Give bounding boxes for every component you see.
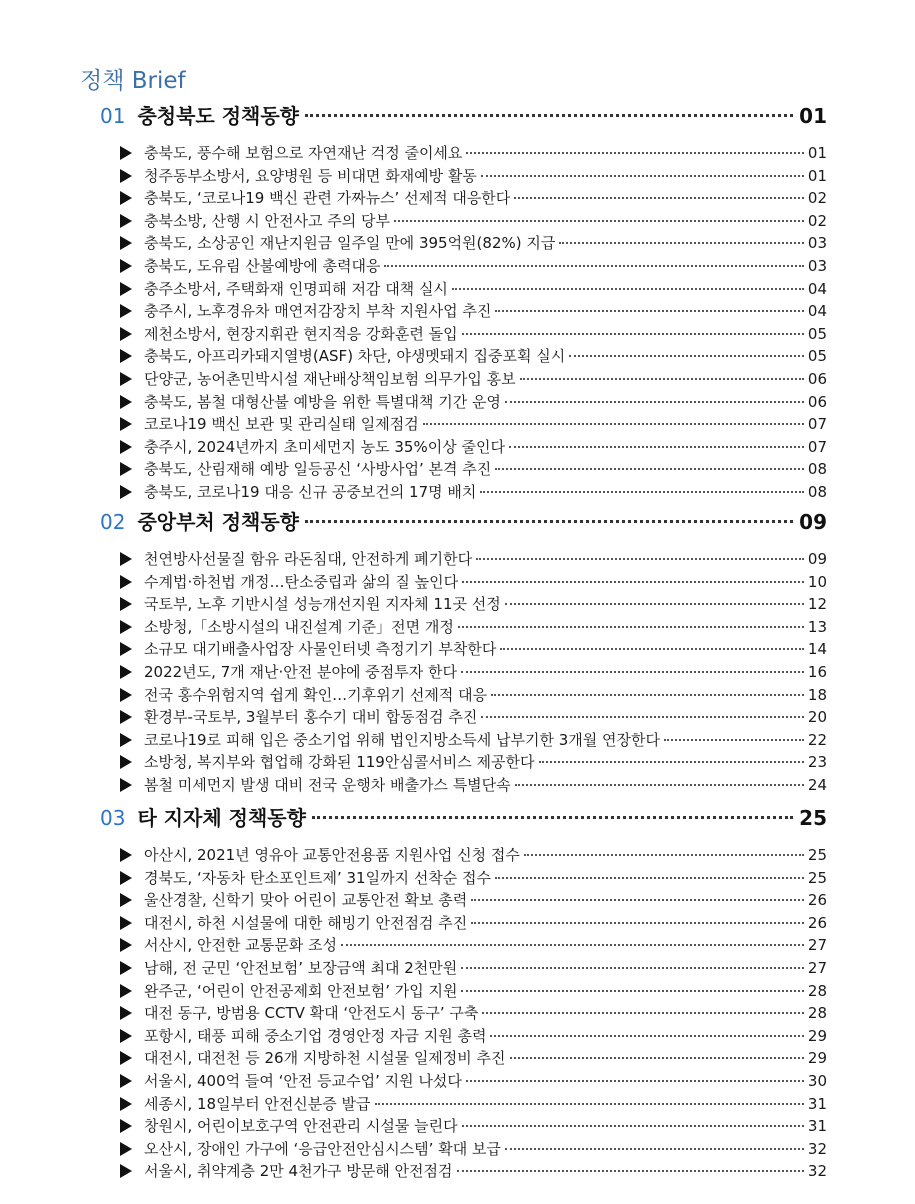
toc-entry[interactable] bbox=[120, 774, 827, 797]
triangle-bullet-icon bbox=[120, 688, 132, 702]
dot-leader bbox=[505, 603, 804, 605]
toc-entry-title: 충북도, ‘코로나19 백신 관련 가짜뉴스’ 선제적 대응한다 bbox=[144, 189, 511, 208]
dot-leader bbox=[482, 1012, 804, 1014]
dot-leader bbox=[461, 967, 804, 969]
toc-entry[interactable] bbox=[120, 571, 827, 594]
section-03 bbox=[100, 802, 827, 1183]
triangle-bullet-icon bbox=[120, 259, 132, 273]
toc-entry[interactable] bbox=[120, 616, 827, 639]
toc-entry-page-number: 04 bbox=[807, 279, 827, 298]
triangle-bullet-icon bbox=[120, 1119, 132, 1133]
toc-entry[interactable] bbox=[120, 210, 827, 233]
triangle-bullet-icon bbox=[120, 665, 132, 679]
section-title: 충청북도 정책동향 bbox=[137, 104, 299, 128]
toc-entry[interactable] bbox=[120, 413, 827, 436]
toc-entry-title: 소방청,「소방시설의 내진설계 기준」전면 개정 bbox=[144, 617, 454, 636]
dot-leader bbox=[491, 694, 804, 696]
section-title: 중앙부처 정책동향 bbox=[137, 510, 299, 534]
toc-entry-page-number: 05 bbox=[807, 324, 827, 343]
triangle-bullet-icon bbox=[120, 1142, 132, 1156]
section-item-list bbox=[100, 548, 827, 797]
dot-leader bbox=[515, 784, 804, 786]
brief-title: 정책 Brief bbox=[80, 68, 186, 94]
toc-entry-page-number: 12 bbox=[807, 595, 827, 614]
toc-entry-title: 봄철 미세먼지 발생 대비 전국 운행차 배출가스 특별단속 bbox=[144, 775, 511, 794]
triangle-bullet-icon bbox=[120, 1051, 132, 1065]
dot-leader bbox=[452, 288, 804, 290]
toc-entry-title: 대전 동구, 방범용 CCTV 확대 ‘안전도시 동구’ 구축 bbox=[144, 1004, 479, 1023]
toc-entry[interactable] bbox=[120, 1025, 827, 1048]
toc-entry-page-number: 20 bbox=[807, 708, 827, 727]
toc-entry-title: 대전시, 하천 시설물에 대한 해빙기 안전점검 추진 bbox=[144, 913, 468, 932]
toc-entry-page-number: 27 bbox=[807, 936, 827, 955]
dot-leader bbox=[505, 1148, 804, 1150]
triangle-bullet-icon bbox=[120, 395, 132, 409]
triangle-bullet-icon bbox=[120, 372, 132, 386]
triangle-bullet-icon bbox=[120, 552, 132, 566]
toc-entry-title: 완주군, ‘어린이 안전공제회 안전보험’ 가입 지원 bbox=[144, 981, 458, 1000]
toc-entry-page-number: 32 bbox=[807, 1139, 827, 1158]
dot-leader bbox=[466, 1080, 804, 1082]
toc-entry-page-number: 09 bbox=[807, 550, 827, 568]
dot-leader bbox=[394, 220, 804, 222]
triangle-bullet-icon bbox=[120, 642, 132, 656]
dot-leader bbox=[500, 648, 804, 650]
dot-leader bbox=[305, 520, 793, 523]
toc-entry-title: 울산경찰, 신학기 맞아 어린이 교통안전 확보 총력 bbox=[144, 891, 468, 910]
toc-entry[interactable] bbox=[120, 957, 827, 980]
section-02 bbox=[100, 506, 827, 797]
section-title: 타 지자체 정책동향 bbox=[137, 806, 306, 830]
dot-leader bbox=[341, 944, 804, 946]
section-number: 02 bbox=[100, 510, 126, 534]
toc-entry-page-number: 05 bbox=[807, 347, 827, 366]
toc-entry[interactable] bbox=[120, 867, 827, 890]
dot-leader bbox=[471, 922, 804, 924]
toc-entry[interactable] bbox=[120, 1160, 827, 1183]
dot-leader bbox=[481, 716, 804, 718]
section-page-number: 01 bbox=[799, 104, 827, 128]
toc-entry-page-number: 01 bbox=[807, 144, 827, 162]
triangle-bullet-icon bbox=[120, 1006, 132, 1020]
toc-entry-title: 코로나19 백신 보관 및 관리실태 일제점검 bbox=[144, 415, 419, 434]
toc-entry-page-number: 32 bbox=[807, 1162, 827, 1181]
triangle-bullet-icon bbox=[120, 349, 132, 363]
dot-leader bbox=[495, 468, 804, 470]
toc-entry-title: 경북도, ‘자동차 탄소포인트제’ 31일까지 선착순 접수 bbox=[144, 868, 492, 887]
triangle-bullet-icon bbox=[120, 1164, 132, 1178]
dot-leader bbox=[462, 581, 804, 583]
toc-entry[interactable] bbox=[120, 300, 827, 323]
toc-entry[interactable] bbox=[120, 934, 827, 957]
triangle-bullet-icon bbox=[120, 462, 132, 476]
toc-entry-title: 코로나19로 피해 입은 중소기업 위해 법인지방소득세 납부기한 3개월 연장한다 bbox=[144, 730, 660, 749]
toc-entry-title: 제천소방서, 현장지휘관 현지적응 강화훈련 돌입 bbox=[144, 324, 458, 343]
toc-entry[interactable] bbox=[120, 844, 827, 867]
toc-entry-title: 남해, 전 군민 ‘안전보험’ 보장금액 최대 2천만원 bbox=[144, 958, 458, 977]
triangle-bullet-icon bbox=[120, 710, 132, 724]
dot-leader bbox=[490, 1035, 803, 1037]
toc-entry-title: 2022년도, 7개 재난·안전 분야에 중점투자 한다 bbox=[144, 662, 457, 681]
toc-entry-page-number: 07 bbox=[807, 437, 827, 456]
toc-entry-title: 환경부-국토부, 3월부터 홍수기 대비 합동점검 추진 bbox=[144, 708, 478, 727]
section-item-list bbox=[100, 142, 827, 504]
toc-entry-title: 수계법·하천법 개정…탄소중립과 삶의 질 높인다 bbox=[144, 572, 459, 591]
toc-entry-title: 충북소방, 산행 시 안전사고 주의 당부 bbox=[144, 211, 390, 230]
toc-entry-page-number: 28 bbox=[807, 1004, 827, 1023]
toc-entry-title: 창원시, 어린이보호구역 안전관리 시설물 늘린다 bbox=[144, 1117, 458, 1136]
toc-entry-title: 포항시, 태풍 피해 중소기업 경영안정 자금 지원 총력 bbox=[144, 1026, 487, 1045]
toc-entry[interactable] bbox=[120, 165, 827, 188]
toc-entry-page-number: 01 bbox=[807, 166, 827, 185]
triangle-bullet-icon bbox=[120, 191, 132, 205]
toc-entry-page-number: 07 bbox=[807, 415, 827, 434]
section-number: 01 bbox=[100, 104, 126, 128]
toc-entry-title: 청주동부소방서, 요양병원 등 비대면 화재예방 활동 bbox=[144, 166, 477, 185]
triangle-bullet-icon bbox=[120, 597, 132, 611]
toc-entry-title: 충북도, 아프리카돼지열병(ASF) 차단, 야생멧돼지 집중포획 실시 bbox=[144, 347, 566, 366]
triangle-bullet-icon bbox=[120, 440, 132, 454]
toc-entry-page-number: 29 bbox=[807, 1026, 827, 1045]
dot-leader bbox=[375, 1103, 804, 1105]
dot-leader bbox=[461, 990, 803, 992]
toc-entry-page-number: 03 bbox=[807, 234, 827, 253]
toc-entry-title: 대전시, 대전천 등 26개 지방하천 시설물 일제정비 추진 bbox=[144, 1049, 506, 1068]
dot-leader bbox=[462, 333, 804, 335]
toc-entry-page-number: 23 bbox=[807, 753, 827, 772]
toc-entry-title: 충북도, 소상공인 재난지원금 일주일 만에 395억원(82%) 지급 bbox=[144, 234, 556, 253]
dot-leader bbox=[495, 877, 804, 879]
toc-entry-page-number: 26 bbox=[807, 891, 827, 910]
dot-leader bbox=[514, 197, 804, 199]
triangle-bullet-icon bbox=[120, 304, 132, 318]
toc-entry-page-number: 03 bbox=[807, 256, 827, 275]
toc-entry-title: 오산시, 장애인 가구에 ‘응급안전안심시스템’ 확대 보급 bbox=[144, 1139, 501, 1158]
triangle-bullet-icon bbox=[120, 620, 132, 634]
toc-entry-title: 충주시, 노후경유차 매연저감장치 부착 지원사업 추진 bbox=[144, 302, 492, 321]
section-item-list bbox=[100, 844, 827, 1183]
toc-entry-page-number: 22 bbox=[807, 730, 827, 749]
section-page-number: 25 bbox=[799, 806, 827, 830]
dot-leader bbox=[471, 899, 804, 901]
toc-entry-page-number: 02 bbox=[807, 189, 827, 208]
toc-entry[interactable] bbox=[120, 1070, 827, 1093]
triangle-bullet-icon bbox=[120, 938, 132, 952]
dot-leader bbox=[461, 671, 804, 673]
toc-entry-page-number: 08 bbox=[807, 460, 827, 479]
toc-entry[interactable] bbox=[120, 593, 827, 616]
toc-entry-page-number: 28 bbox=[807, 981, 827, 1000]
toc-entry[interactable] bbox=[120, 232, 827, 255]
toc-entry-title: 소규모 대기배출사업장 사물인터넷 측정기기 부착한다 bbox=[144, 640, 497, 659]
toc-entry[interactable] bbox=[120, 661, 827, 684]
dot-leader bbox=[520, 378, 804, 380]
section-01 bbox=[100, 100, 827, 504]
toc-entry-title: 소방청, 복지부와 협업해 강화된 119안심콜서비스 제공한다 bbox=[144, 753, 535, 772]
toc-entry[interactable] bbox=[120, 1138, 827, 1161]
toc-entry-page-number: 13 bbox=[807, 617, 827, 636]
triangle-bullet-icon bbox=[120, 169, 132, 183]
toc-entry[interactable] bbox=[120, 368, 827, 391]
triangle-bullet-icon bbox=[120, 961, 132, 975]
dot-leader bbox=[423, 423, 804, 425]
toc-entry-page-number: 06 bbox=[807, 392, 827, 411]
toc-entry-page-number: 08 bbox=[807, 482, 827, 501]
dot-leader bbox=[509, 446, 804, 448]
triangle-bullet-icon bbox=[120, 733, 132, 747]
triangle-bullet-icon bbox=[120, 1074, 132, 1088]
toc-entry-title: 서울시, 취약계층 2만 4천가구 방문해 안전점검 bbox=[144, 1162, 453, 1181]
toc-entry-page-number: 24 bbox=[807, 775, 827, 794]
toc-entry[interactable] bbox=[120, 278, 827, 301]
toc-entry-title: 서산시, 안전한 교통문화 조성 bbox=[144, 936, 337, 955]
section-heading[interactable] bbox=[100, 506, 827, 536]
toc-entry[interactable] bbox=[120, 436, 827, 459]
toc-entry-title: 천연방사선물질 함유 라돈침대, 안전하게 폐기한다 bbox=[144, 550, 473, 568]
triangle-bullet-icon bbox=[120, 755, 132, 769]
dot-leader bbox=[664, 739, 804, 741]
toc-entry-title: 단양군, 농어촌민박시설 재난배상책임보험 의무가입 홍보 bbox=[144, 369, 516, 388]
toc-entry-title: 서울시, 400억 들여 ‘안전 등교수업’ 지원 나섰다 bbox=[144, 1071, 462, 1090]
toc-entry[interactable] bbox=[120, 1002, 827, 1025]
toc-entry[interactable] bbox=[120, 1047, 827, 1070]
toc-entry-page-number: 31 bbox=[807, 1117, 827, 1136]
toc-entry-page-number: 29 bbox=[807, 1049, 827, 1068]
dot-leader bbox=[458, 626, 804, 628]
toc-entry-title: 충북도, 풍수해 보험으로 자연재난 걱정 줄이세요 bbox=[144, 144, 463, 162]
toc-entry-title: 충북도, 봄철 대형산불 예방을 위한 특별대책 기간 운영 bbox=[144, 392, 501, 411]
triangle-bullet-icon bbox=[120, 1029, 132, 1043]
toc-entry[interactable] bbox=[120, 345, 827, 368]
toc-entry[interactable] bbox=[120, 187, 827, 210]
dot-leader bbox=[480, 491, 804, 493]
toc-entry[interactable] bbox=[120, 481, 827, 504]
toc-entry[interactable] bbox=[120, 323, 827, 346]
section-page-number: 09 bbox=[799, 510, 827, 534]
dot-leader bbox=[559, 242, 804, 244]
dot-leader bbox=[524, 854, 804, 856]
triangle-bullet-icon bbox=[120, 984, 132, 998]
toc-entry-title: 국토부, 노후 기반시설 성능개선지원 지자체 11곳 선정 bbox=[144, 595, 501, 614]
dot-leader bbox=[457, 1170, 804, 1172]
dot-leader bbox=[466, 152, 803, 154]
dot-leader bbox=[495, 310, 804, 312]
toc-entry-page-number: 02 bbox=[807, 211, 827, 230]
toc-entry-page-number: 06 bbox=[807, 369, 827, 388]
triangle-bullet-icon bbox=[120, 485, 132, 499]
toc-entry[interactable] bbox=[120, 391, 827, 414]
dot-leader bbox=[305, 114, 793, 117]
toc-entry[interactable] bbox=[120, 684, 827, 707]
triangle-bullet-icon bbox=[120, 282, 132, 296]
toc-entry[interactable] bbox=[120, 142, 827, 165]
toc-entry[interactable] bbox=[120, 548, 827, 571]
toc-entry-page-number: 18 bbox=[807, 685, 827, 704]
triangle-bullet-icon bbox=[120, 778, 132, 792]
toc-entry[interactable] bbox=[120, 706, 827, 729]
toc-entry-page-number: 30 bbox=[807, 1071, 827, 1090]
toc-entry-title: 충북도, 산림재해 예방 일등공신 ‘사방사업’ 본격 추진 bbox=[144, 460, 492, 479]
toc-entry[interactable] bbox=[120, 729, 827, 752]
triangle-bullet-icon bbox=[120, 893, 132, 907]
toc-entry-page-number: 27 bbox=[807, 958, 827, 977]
toc-entry[interactable] bbox=[120, 255, 827, 278]
triangle-bullet-icon bbox=[120, 327, 132, 341]
triangle-bullet-icon bbox=[120, 214, 132, 228]
toc-entry-page-number: 26 bbox=[807, 913, 827, 932]
dot-leader bbox=[312, 816, 793, 819]
toc-entry-page-number: 04 bbox=[807, 302, 827, 321]
toc-entry-page-number: 16 bbox=[807, 662, 827, 681]
toc-entry-title: 세종시, 18일부터 안전신분증 발급 bbox=[144, 1094, 371, 1113]
dot-leader bbox=[569, 355, 804, 357]
toc-entry[interactable] bbox=[120, 1115, 827, 1138]
toc-entry-page-number: 31 bbox=[807, 1094, 827, 1113]
triangle-bullet-icon bbox=[120, 236, 132, 250]
dot-leader bbox=[481, 175, 804, 177]
toc-entry-page-number: 10 bbox=[807, 572, 827, 591]
toc-entry[interactable] bbox=[120, 638, 827, 661]
section-number: 03 bbox=[100, 806, 126, 830]
dot-leader bbox=[462, 1125, 804, 1127]
toc-entry[interactable] bbox=[120, 751, 827, 774]
toc-entry-title: 전국 홍수위험지역 쉽게 확인…기후위기 선제적 대응 bbox=[144, 685, 488, 704]
dot-leader bbox=[510, 1057, 804, 1059]
toc-entry[interactable] bbox=[120, 889, 827, 912]
section-heading[interactable] bbox=[100, 802, 827, 832]
toc-entry-page-number: 25 bbox=[807, 846, 827, 864]
toc-entry-title: 충주소방서, 주택화재 인명피해 저감 대책 실시 bbox=[144, 279, 448, 298]
toc-entry-title: 충북도, 코로나19 대응 신규 공중보건의 17명 배치 bbox=[144, 482, 477, 501]
toc-entry-page-number: 25 bbox=[807, 868, 827, 887]
toc-entry-page-number: 14 bbox=[807, 640, 827, 659]
triangle-bullet-icon bbox=[120, 575, 132, 589]
section-heading[interactable] bbox=[100, 100, 827, 130]
toc-entry-title: 충북도, 도유림 산불예방에 총력대응 bbox=[144, 256, 381, 275]
toc-entry[interactable] bbox=[120, 980, 827, 1003]
toc-entry[interactable] bbox=[120, 912, 827, 935]
dot-leader bbox=[505, 401, 804, 403]
toc-entry[interactable] bbox=[120, 458, 827, 481]
triangle-bullet-icon bbox=[120, 146, 132, 160]
dot-leader bbox=[384, 265, 803, 267]
dot-leader bbox=[539, 761, 804, 763]
toc-entry-title: 아산시, 2021년 영유아 교통안전용품 지원사업 신청 접수 bbox=[144, 846, 520, 864]
triangle-bullet-icon bbox=[120, 1097, 132, 1111]
toc-entry[interactable] bbox=[120, 1093, 827, 1116]
dot-leader bbox=[476, 558, 804, 560]
triangle-bullet-icon bbox=[120, 848, 132, 862]
triangle-bullet-icon bbox=[120, 916, 132, 930]
triangle-bullet-icon bbox=[120, 871, 132, 885]
toc-entry-title: 충주시, 2024년까지 초미세먼지 농도 35%이상 줄인다 bbox=[144, 437, 505, 456]
triangle-bullet-icon bbox=[120, 417, 132, 431]
